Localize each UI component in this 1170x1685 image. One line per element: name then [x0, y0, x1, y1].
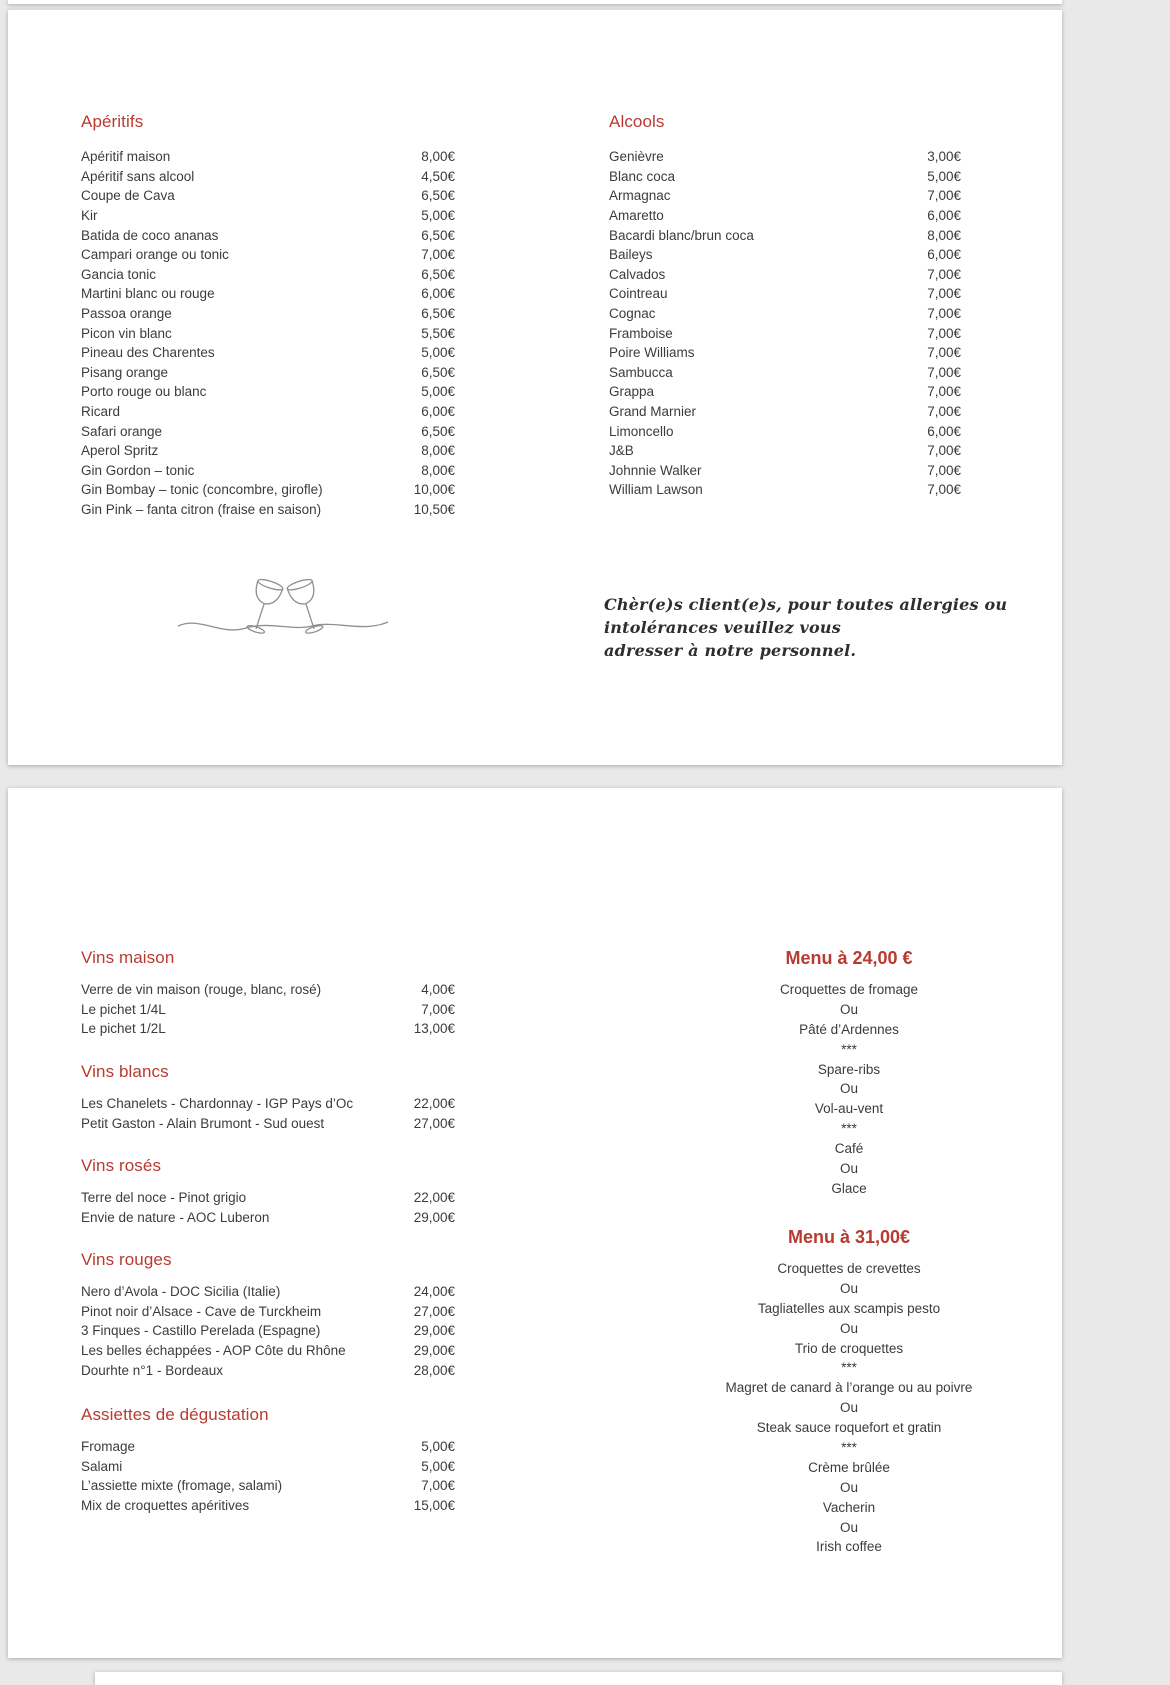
item-price: 6,00€	[927, 208, 961, 224]
menu-item-row	[81, 1496, 455, 1516]
item-name: Johnnie Walker	[609, 462, 702, 478]
item-price: 24,00€	[413, 1284, 455, 1300]
item-name: 3 Finques - Castillo Perelada (Espagne)	[81, 1323, 321, 1339]
item-name: Pinot noir d’Alsace - Cave de Turckheim	[81, 1303, 322, 1319]
menu-item-row	[81, 1437, 455, 1457]
menu-item-row	[81, 323, 455, 343]
item-name: Apéritif maison	[81, 149, 171, 165]
section-title: Vins rosés	[81, 1156, 162, 1175]
section-assiettes-degustation	[81, 1405, 455, 1515]
item-price: 8,00€	[421, 149, 455, 165]
menu-item-row	[81, 265, 455, 285]
item-price: 7,00€	[421, 1478, 455, 1494]
menu-course-line: Trio de croquettes	[794, 1340, 904, 1356]
menu-course-line: Ou	[839, 1400, 858, 1416]
menu-31-course-list	[609, 1259, 1089, 1557]
allergy-note-line-2: adresser à notre personnel.	[604, 641, 857, 660]
menu-item-row	[81, 441, 455, 461]
item-name: Le pichet 1/2L	[81, 1021, 166, 1037]
menu-item-row	[81, 1360, 455, 1380]
item-price: 7,00€	[927, 306, 961, 322]
item-name: Envie de nature - AOC Luberon	[81, 1209, 270, 1225]
section-vins-maison	[81, 948, 455, 1039]
item-price: 22,00€	[413, 1096, 455, 1112]
menu-item-row	[81, 245, 455, 265]
vins-rouges-item-list	[81, 1282, 455, 1380]
item-name: J&B	[609, 443, 634, 459]
item-name: Sambucca	[609, 364, 673, 380]
item-name: Le pichet 1/4L	[81, 1001, 166, 1017]
item-price: 7,00€	[927, 286, 961, 302]
section-title: Apéritifs	[81, 112, 144, 131]
item-price: 7,00€	[927, 462, 961, 478]
section-title: Assiettes de dégustation	[81, 1405, 269, 1424]
menu-item-row	[81, 480, 455, 500]
item-name: Gin Bombay – tonic (concombre, girofle)	[81, 482, 323, 498]
item-price: 6,00€	[421, 286, 455, 302]
menu-title: Menu à 24,00 €	[785, 948, 913, 968]
item-price: 7,00€	[927, 345, 961, 361]
item-price: 6,00€	[421, 404, 455, 420]
menu-item-row	[81, 1000, 455, 1020]
menu-item-row	[609, 402, 961, 422]
item-price: 7,00€	[927, 325, 961, 341]
previous-page-edge	[8, 0, 1062, 4]
menu-item-row	[81, 206, 455, 226]
menu-item-row	[609, 382, 961, 402]
menu-item-row	[81, 421, 455, 441]
item-price: 15,00€	[413, 1498, 455, 1514]
menu-item-row	[609, 147, 961, 167]
item-name: Calvados	[609, 266, 666, 282]
item-name: Nero d’Avola - DOC Sicilia (Italie)	[81, 1284, 281, 1300]
item-name: Mix de croquettes apéritives	[81, 1498, 250, 1514]
menu-item-row	[81, 1114, 455, 1134]
item-name: Pisang orange	[81, 364, 169, 380]
item-name: Ricard	[81, 404, 121, 420]
aperitifs-item-list	[81, 147, 455, 519]
item-price: 7,00€	[421, 247, 455, 263]
menu-item-row	[609, 461, 961, 481]
item-price: 27,00€	[413, 1303, 455, 1319]
item-name: Genièvre	[609, 149, 664, 165]
item-name: Gancia tonic	[81, 266, 157, 282]
item-name: Amaretto	[609, 208, 664, 224]
menu-item-row	[81, 402, 455, 422]
menu-item-row	[81, 167, 455, 187]
menu-item-row	[81, 1321, 455, 1341]
item-name: Blanc coca	[609, 168, 676, 184]
alcools-item-list	[609, 147, 961, 500]
menu-course-line: Café	[834, 1141, 864, 1157]
item-price: 7,00€	[927, 266, 961, 282]
item-price: 8,00€	[927, 227, 961, 243]
menu-item-row	[81, 382, 455, 402]
fixed-menu-24	[609, 947, 1089, 1199]
item-price: 5,50€	[421, 325, 455, 341]
menu-item-row	[609, 421, 961, 441]
menu-item-row	[81, 225, 455, 245]
menu-item-row	[81, 1457, 455, 1477]
item-name: Fromage	[81, 1439, 136, 1455]
item-price: 5,00€	[421, 345, 455, 361]
next-page-edge	[95, 1672, 1062, 1685]
item-name: Safari orange	[81, 423, 163, 439]
menu-course-line: Vol-au-vent	[814, 1101, 884, 1117]
menu-item-row	[81, 1302, 455, 1322]
menu-item-row	[81, 1282, 455, 1302]
menu-course-line: ***	[841, 1121, 857, 1137]
menu-item-row	[609, 480, 961, 500]
section-title: Vins rouges	[81, 1250, 172, 1269]
menu-item-row	[609, 304, 961, 324]
section-title: Vins blancs	[81, 1062, 169, 1081]
menu-item-row	[609, 186, 961, 206]
menu-item-row	[81, 461, 455, 481]
item-price: 6,50€	[421, 227, 455, 243]
item-name: Campari orange ou tonic	[81, 247, 229, 263]
menu-course-line: ***	[841, 1041, 857, 1057]
item-price: 6,50€	[421, 306, 455, 322]
item-name: Gin Pink – fanta citron (fraise en saison)	[81, 501, 322, 517]
item-name: William Lawson	[609, 482, 703, 498]
item-name: Grappa	[609, 384, 655, 400]
menu-course-line: ***	[841, 1360, 857, 1376]
item-name: Pineau des Charentes	[81, 345, 215, 361]
menu-course-line: Crème brûlée	[808, 1459, 890, 1475]
menu-course-line: Pâté d’Ardennes	[799, 1021, 899, 1037]
item-name: Porto rouge ou blanc	[81, 384, 207, 400]
item-price: 4,50€	[421, 168, 455, 184]
item-price: 29,00€	[413, 1323, 455, 1339]
menu-course-line: Ou	[839, 1280, 858, 1296]
item-price: 7,00€	[927, 364, 961, 380]
item-price: 6,00€	[927, 247, 961, 263]
menu-item-row	[81, 363, 455, 383]
item-price: 7,00€	[927, 404, 961, 420]
menu-course-line: Steak sauce roquefort et gratin	[756, 1420, 942, 1436]
item-name: Salami	[81, 1458, 123, 1474]
menu-item-row	[609, 284, 961, 304]
item-name: Apéritif sans alcool	[81, 168, 195, 184]
menu-course-line: Spare-ribs	[817, 1061, 881, 1077]
section-vins-roses	[81, 1156, 455, 1227]
menu-item-row	[81, 147, 455, 167]
menu-course-line: Ou	[839, 1320, 858, 1336]
menu-item-row	[609, 206, 961, 226]
menu-item-row	[81, 1208, 455, 1228]
item-price: 10,00€	[413, 482, 455, 498]
menu-item-row	[609, 225, 961, 245]
item-price: 6,00€	[927, 423, 961, 439]
item-price: 5,00€	[421, 1439, 455, 1455]
item-price: 8,00€	[421, 443, 455, 459]
item-price: 10,50€	[413, 501, 455, 517]
item-name: Limoncello	[609, 423, 674, 439]
item-name: L’assiette mixte (fromage, salami)	[81, 1478, 283, 1494]
item-price: 7,00€	[421, 1001, 455, 1017]
item-name: Bacardi blanc/brun coca	[609, 227, 754, 243]
item-name: Terre del noce - Pinot grigio	[81, 1190, 247, 1206]
menu-page-1	[8, 10, 1062, 765]
menu-course-line: Ou	[839, 1001, 858, 1017]
menu-course-line: Ou	[839, 1519, 858, 1535]
menu-item-row	[81, 284, 455, 304]
item-price: 7,00€	[927, 384, 961, 400]
menu-item-row	[81, 304, 455, 324]
menu-item-row	[609, 343, 961, 363]
vins-maison-item-list	[81, 980, 455, 1039]
menu-item-row	[81, 1094, 455, 1114]
item-name: Les Chanelets - Chardonnay - IGP Pays d’Oc	[81, 1096, 354, 1112]
item-name: Batida de coco ananas	[81, 227, 219, 243]
assiettes-item-list	[81, 1437, 455, 1515]
item-name: Cointreau	[609, 286, 668, 302]
section-aperitifs	[81, 112, 455, 519]
item-price: 5,00€	[421, 384, 455, 400]
item-price: 6,50€	[421, 188, 455, 204]
section-vins-rouges	[81, 1250, 455, 1380]
menu-item-row	[609, 323, 961, 343]
menu-24-course-list	[609, 980, 1089, 1199]
item-name: Petit Gaston - Alain Brumont - Sud ouest	[81, 1115, 325, 1131]
menu-item-row	[81, 500, 455, 520]
item-name: Aperol Spritz	[81, 443, 159, 459]
item-price: 8,00€	[421, 462, 455, 478]
item-price: 27,00€	[413, 1115, 455, 1131]
item-name: Martini blanc ou rouge	[81, 286, 215, 302]
item-name: Les belles échappées - AOP Côte du Rhône	[81, 1343, 346, 1359]
item-name: Coupe de Cava	[81, 188, 175, 204]
item-price: 7,00€	[927, 482, 961, 498]
item-name: Kir	[81, 208, 98, 224]
section-alcools	[609, 112, 961, 500]
menu-item-row	[81, 1476, 455, 1496]
item-name: Dourhte n°1 - Bordeaux	[81, 1362, 223, 1378]
section-title: Vins maison	[81, 948, 175, 967]
menu-item-row	[609, 167, 961, 187]
menu-course-line: Croquettes de fromage	[779, 982, 919, 997]
menu-course-line: Ou	[839, 1479, 858, 1495]
vins-blancs-item-list	[81, 1094, 455, 1133]
menu-course-line: Vacherin	[822, 1499, 876, 1515]
menu-item-row	[609, 245, 961, 265]
item-price: 6,50€	[421, 266, 455, 282]
item-price: 5,00€	[927, 168, 961, 184]
menu-course-line: Tagliatelles aux scampis pesto	[757, 1300, 941, 1316]
section-title: Alcools	[609, 112, 665, 131]
menu-item-row	[609, 363, 961, 383]
menu-course-line: Magret de canard à l’orange ou au poivre	[725, 1380, 973, 1396]
item-price: 5,00€	[421, 208, 455, 224]
menu-item-row	[81, 1188, 455, 1208]
item-price: 6,50€	[421, 364, 455, 380]
menu-item-row	[81, 186, 455, 206]
menu-course-line: Irish coffee	[816, 1539, 882, 1555]
menu-title: Menu à 31,00€	[787, 1227, 911, 1247]
item-price: 7,00€	[927, 443, 961, 459]
item-name: Poire Williams	[609, 345, 695, 361]
menu-item-row	[609, 265, 961, 285]
item-name: Gin Gordon – tonic	[81, 462, 195, 478]
item-price: 29,00€	[413, 1209, 455, 1225]
menu-course-line: Ou	[839, 1161, 858, 1177]
item-price: 5,00€	[421, 1458, 455, 1474]
item-name: Armagnac	[609, 188, 671, 204]
item-price: 4,00€	[421, 982, 455, 998]
item-name: Baileys	[609, 247, 653, 263]
clinking-glasses-icon	[178, 568, 388, 673]
item-name: Picon vin blanc	[81, 325, 172, 341]
item-price: 7,00€	[927, 188, 961, 204]
item-name: Cognac	[609, 306, 656, 322]
menu-course-line: ***	[841, 1440, 857, 1456]
item-price: 29,00€	[413, 1343, 455, 1359]
menu-item-row	[81, 1341, 455, 1361]
item-price: 6,50€	[421, 423, 455, 439]
allergy-note	[604, 593, 1059, 662]
allergy-note-line-1: Chèr(e)s client(e)s, pour toutes allergies ou intolérances veuillez vous	[604, 595, 1008, 637]
menu-item-row	[81, 980, 455, 1000]
section-vins-blancs	[81, 1062, 455, 1133]
menu-item-row	[81, 1019, 455, 1039]
menu-item-row	[81, 343, 455, 363]
item-name: Verre de vin maison (rouge, blanc, rosé)	[81, 982, 322, 998]
menu-page-2	[8, 788, 1062, 1658]
item-name: Grand Marnier	[609, 404, 697, 420]
vins-roses-item-list	[81, 1188, 455, 1227]
menu-course-line: Ou	[839, 1081, 858, 1097]
item-price: 13,00€	[413, 1021, 455, 1037]
item-price: 28,00€	[413, 1362, 455, 1378]
fixed-menu-31	[609, 1226, 1089, 1557]
menu-course-line: Glace	[831, 1180, 867, 1196]
item-price: 22,00€	[413, 1190, 455, 1206]
item-name: Framboise	[609, 325, 673, 341]
menu-course-line: Croquettes de crevettes	[777, 1261, 921, 1276]
item-price: 3,00€	[927, 149, 961, 165]
menu-item-row	[609, 441, 961, 461]
item-name: Passoa orange	[81, 306, 172, 322]
